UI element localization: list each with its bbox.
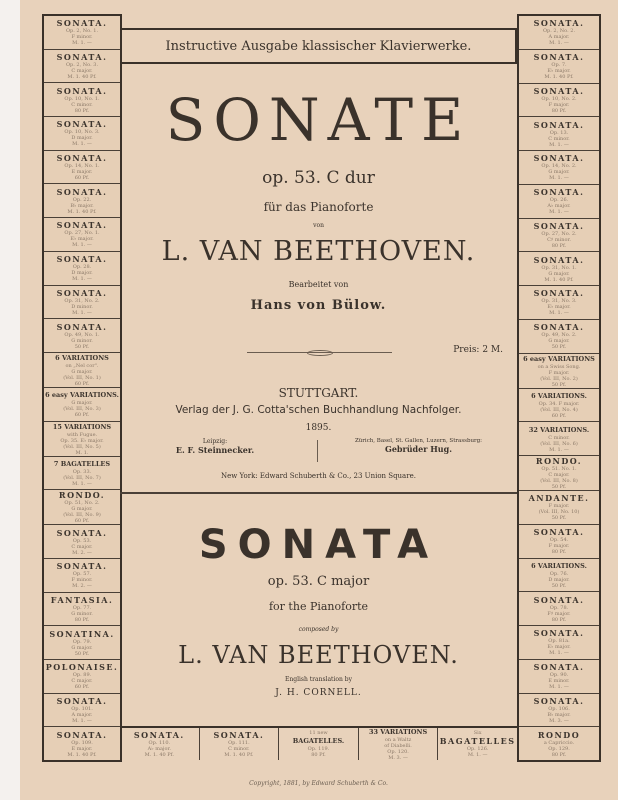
entry-detail: Op. 10, No. 2.: [541, 95, 577, 102]
catalog-entry: [519, 286, 599, 320]
entry-title: 32 VARIATIONS.: [528, 425, 590, 434]
entry-detail: M. 1. —: [549, 40, 569, 47]
entry-detail: C major.: [548, 472, 570, 478]
publisher-city: STUTTGART.: [278, 386, 359, 400]
entry-detail: Op. 110.: [148, 740, 171, 746]
catalog-entry: [438, 728, 517, 760]
entry-detail: F major.: [548, 503, 570, 510]
entry-detail: G minor.: [71, 610, 93, 617]
english-opus: op. 53. C major: [267, 574, 370, 589]
catalog-entry: [44, 457, 120, 491]
entry-detail: Op. 33.: [72, 468, 92, 475]
entry-title: SONATA.: [56, 287, 108, 298]
entry-title: 6 VARIATIONS.: [531, 561, 587, 570]
catalog-entry: [519, 252, 599, 286]
entry-detail: Op. 35. E♭ major.: [60, 437, 104, 444]
catalog-entry: [519, 525, 599, 559]
entry-detail: Op. 10, No. 1.: [64, 95, 100, 102]
entry-detail: (Vol. III, No. 9): [63, 512, 101, 519]
swiss-agent: [320, 438, 517, 454]
entry-detail: Op. 31, No. 3.: [541, 298, 577, 305]
catalog-entry: [44, 83, 120, 117]
entry-detail: Op. 31, No. 2.: [64, 297, 100, 304]
entry-detail: C♯ minor.: [547, 236, 571, 243]
entry-detail: Op. 90.: [549, 672, 569, 679]
entry-detail: on a Waltz: [384, 737, 412, 743]
right-catalog-column: [517, 14, 601, 762]
entry-detail: 80 Pf.: [551, 616, 567, 623]
entry-detail: M. 1. 40 Pf.: [67, 208, 97, 215]
entry-detail: on „Nel cor".: [65, 362, 99, 369]
entry-detail: (Vol. III, No. 4): [540, 406, 578, 413]
entry-detail: G minor.: [71, 337, 93, 344]
catalog-entry: [44, 660, 120, 694]
catalog-entry: [519, 727, 599, 760]
entry-detail: Op. 119.: [307, 746, 330, 752]
catalog-entry: [44, 694, 120, 728]
entry-detail: with Fugue.: [66, 431, 98, 438]
entry-detail: M. 1. 40 Pf.: [144, 752, 174, 758]
entry-detail: a Capriccio.: [543, 739, 575, 746]
entry-detail: M. 1. —: [549, 175, 569, 182]
entry-detail: Op. 79.: [72, 638, 92, 645]
entry-detail: G major.: [71, 400, 93, 407]
entry-detail: (Vol. III, No. 8): [540, 478, 578, 484]
english-instrument: for the Pianoforte: [268, 600, 369, 613]
entry-detail: Op. 77.: [72, 604, 92, 611]
entry-title: SONATINA.: [49, 628, 115, 639]
catalog-entry: [519, 626, 599, 660]
editor-name: Hans von Bülow.: [250, 298, 387, 313]
title-page: [20, 0, 618, 800]
entry-detail: 80 Pf.: [551, 549, 567, 556]
entry-detail: G major.: [71, 506, 93, 513]
entry-detail: M. 1. —: [549, 310, 569, 317]
entry-detail: (Vol. III, No. 10): [538, 509, 580, 516]
entry-title: 6 easy VARIATIONS: [523, 354, 595, 363]
entry-detail: A major.: [548, 34, 570, 41]
catalog-entry: [44, 117, 120, 151]
entry-title: RONDO.: [58, 490, 106, 501]
leipzig-label: Leipzig:: [202, 438, 228, 445]
entry-detail: Op. 14, No. 2.: [541, 163, 577, 170]
entry-detail: G major.: [548, 169, 570, 176]
entry-detail: F minor.: [71, 34, 93, 41]
entry-detail: 80 Pf.: [551, 242, 567, 249]
entry-detail: C major.: [71, 68, 93, 75]
publisher-name: Verlag der J. G. Cotta'schen Buchhandlung Nachfolger.: [175, 404, 462, 416]
entry-detail: Op. 109.: [71, 739, 93, 746]
catalog-entry: [44, 490, 120, 525]
entry-title: BAGATELLES.: [292, 737, 345, 745]
entry-title: SONATA.: [56, 85, 108, 96]
agent-divider: [317, 440, 318, 462]
entry-detail: (Vol. III, No. 6): [540, 440, 578, 447]
entry-detail: M. 3. —: [388, 755, 408, 761]
entry-detail: M. 1. —: [467, 752, 488, 758]
entry-prefix: 11 new: [309, 730, 328, 736]
catalog-entry: [44, 151, 120, 185]
entry-detail: C minor.: [548, 135, 570, 142]
entry-detail: B♭ major.: [547, 711, 571, 718]
entry-detail: E♭ major.: [547, 304, 571, 311]
entry-title: SONATA.: [533, 153, 585, 164]
entry-detail: Op. 53.: [72, 537, 92, 544]
leipzig-name: E. F. Steinnecker.: [175, 445, 255, 455]
entry-detail: M. 1. 40 Pf.: [67, 751, 97, 758]
catalog-entry: [44, 286, 120, 320]
entry-detail: 50 Pf.: [551, 582, 567, 589]
catalog-entry: [519, 456, 599, 491]
entry-detail: 60 Pf.: [74, 380, 90, 387]
entry-detail: M. 1. 40 Pf.: [224, 752, 254, 758]
entry-detail: F minor.: [71, 577, 93, 584]
catalog-entry: [519, 592, 599, 626]
entry-detail: D major.: [548, 576, 570, 583]
entry-detail: M. 1. —: [72, 718, 92, 725]
entry-detail: M. 1. —: [549, 141, 569, 148]
entry-detail: M. 1. —: [549, 446, 569, 453]
entry-detail: D minor.: [71, 303, 93, 310]
entry-detail: Op. 126.: [466, 746, 489, 752]
catalog-entry: [519, 354, 599, 389]
edited-by-label: Bearbeitet von: [288, 280, 349, 289]
entry-detail: E minor.: [548, 678, 570, 685]
entry-detail: C minor.: [71, 101, 93, 108]
entry-detail: on a Swiss Song.: [537, 363, 581, 370]
entry-detail: M. 1. —: [72, 141, 92, 148]
translator-name: J. H. CORNELL.: [275, 688, 362, 698]
entry-detail: D major.: [71, 135, 93, 142]
entry-detail: 80 Pf.: [311, 752, 326, 758]
entry-detail: M. 1. —: [72, 40, 92, 47]
entry-detail: G major.: [548, 338, 570, 345]
entry-detail: Op. 51, No. 2.: [64, 500, 100, 507]
entry-title: SONATA.: [56, 729, 108, 740]
entry-detail: Op. 101.: [71, 706, 93, 713]
entry-title: SONATA.: [56, 527, 108, 538]
catalog-entry: [359, 728, 439, 760]
entry-title: SONATA.: [56, 153, 108, 164]
entry-detail: Op. 28.: [72, 264, 92, 271]
entry-title: SONATA.: [533, 254, 585, 265]
entry-detail: 50 Pf.: [74, 343, 90, 350]
entry-detail: (Vol. III, No. 3): [63, 406, 101, 413]
entry-detail: Op. 106.: [548, 705, 570, 712]
entry-title: 6 easy VARIATIONS.: [45, 391, 119, 400]
entry-title: SONATA.: [533, 52, 585, 63]
entry-title: SONATA.: [56, 18, 108, 29]
entry-detail: D major.: [71, 270, 93, 277]
entry-detail: M. 3. —: [549, 717, 569, 724]
entry-detail: A♭ major.: [147, 746, 171, 752]
entry-title: SONATA.: [56, 254, 108, 265]
entry-detail: C minor.: [228, 746, 250, 752]
english-composer: L. VAN BEETHOVEN.: [178, 641, 459, 669]
entry-detail: G major.: [71, 644, 93, 651]
entry-title: SONATA.: [56, 119, 108, 130]
series-header: Instructive Ausgabe klassischer Klavierwerke.: [120, 28, 517, 64]
entry-detail: F major.: [548, 101, 570, 108]
entry-title: SONATA.: [533, 527, 585, 538]
catalog-entry: [519, 84, 599, 118]
entry-detail: 60 Pf.: [74, 684, 90, 691]
entry-detail: M. 1. 40 Pf.: [544, 276, 574, 283]
entry-detail: Op. 7.: [551, 62, 567, 69]
entry-detail: M. 1. —: [72, 276, 92, 283]
entry-detail: (Vol. III, No. 7): [63, 474, 101, 481]
catalog-entry: [44, 388, 120, 422]
catalog-entry: [44, 353, 120, 388]
entry-title: SONATA.: [533, 85, 585, 96]
catalog-entry: [519, 559, 599, 593]
entry-detail: G major.: [71, 368, 93, 375]
catalog-entry: [519, 694, 599, 728]
entry-detail: Op. 129.: [548, 745, 570, 752]
entry-detail: C minor.: [548, 434, 570, 441]
swiss-label: Zürich, Basel, St. Gallen, Luzern, Strassburg:: [354, 438, 483, 444]
entry-title: SONATA.: [133, 730, 185, 740]
entry-title: SONATA.: [533, 695, 585, 706]
entry-detail: E♭ major.: [547, 68, 571, 75]
entry-detail: M. 1. 40 Pf.: [67, 74, 97, 81]
entry-detail: E♭ major.: [70, 236, 94, 243]
entry-detail: (Vol. III, No. 5): [63, 443, 101, 450]
price: Preis: 2 M.: [453, 345, 503, 355]
entry-detail: Op. 49, No. 1.: [64, 331, 100, 338]
entry-detail: A major.: [71, 712, 93, 719]
catalog-entry: [519, 320, 599, 354]
catalog-entry: [44, 559, 120, 593]
catalog-entry: [519, 219, 599, 253]
catalog-entry: [44, 593, 120, 627]
entry-detail: M. 1. —: [549, 684, 569, 691]
catalog-entry: [44, 727, 120, 760]
entry-detail: M. 1. 40 Pf.: [544, 74, 574, 81]
entry-detail: M. 1. —: [549, 209, 569, 216]
entry-detail: M. 2. —: [72, 549, 92, 556]
catalog-entry: [44, 525, 120, 559]
entry-detail: 60 Pf.: [551, 412, 567, 419]
entry-detail: F♯ major.: [547, 610, 571, 617]
entry-title: SONATA.: [56, 696, 108, 707]
entry-detail: Op. 22.: [72, 196, 92, 203]
entry-detail: 80 Pf.: [551, 107, 567, 114]
german-von: von: [313, 222, 324, 229]
entry-title: 7 BAGATELLES: [53, 459, 111, 468]
entry-detail: 50 Pf.: [551, 381, 567, 388]
entry-detail: F major.: [548, 369, 570, 376]
entry-detail: M. 1. —: [72, 480, 92, 487]
catalog-entry: [44, 16, 120, 50]
entry-title: RONDO: [537, 729, 581, 740]
entry-detail: Op. 57.: [72, 571, 92, 578]
entry-detail: Op. 13.: [549, 129, 569, 136]
entry-detail: Op. 76.: [549, 570, 569, 577]
catalog-entry: [120, 728, 200, 760]
entry-title: SONATA.: [56, 220, 108, 231]
entry-detail: C major.: [71, 543, 93, 550]
entry-title: SONATA.: [56, 321, 108, 332]
entry-title: SONATA.: [56, 561, 108, 572]
entry-detail: Op. 2, No. 2.: [542, 28, 576, 35]
entry-detail: (Vol. III, No. 2): [540, 375, 578, 382]
entry-title: 15 VARIATIONS: [52, 422, 112, 431]
catalog-entry: [44, 252, 120, 286]
entry-detail: 60 Pf.: [74, 518, 90, 525]
entry-detail: 80 Pf.: [74, 107, 90, 114]
entry-detail: Op. 111.: [228, 740, 250, 746]
entry-title: SONATA.: [533, 628, 585, 639]
entry-title: SONATA.: [533, 662, 585, 673]
catalog-entry: [279, 728, 359, 760]
entry-detail: Op. 27, No. 1.: [64, 230, 100, 237]
entry-detail: C major.: [71, 678, 93, 685]
entry-detail: E major.: [71, 169, 93, 176]
entry-title: 33 VARIATIONS: [368, 728, 428, 736]
newyork-agent: New York: Edward Schuberth & Co., 23 Union Square.: [221, 472, 416, 480]
entry-detail: F major.: [548, 543, 570, 550]
catalog-entry: [519, 151, 599, 185]
entry-detail: B♭ major.: [70, 202, 94, 209]
entry-title: SONATA.: [213, 730, 265, 740]
left-catalog-column: [42, 14, 122, 762]
copyright-notice: Copyright, 1881, by Edward Schuberth & Co.: [249, 780, 388, 787]
catalog-entry: [519, 50, 599, 84]
entry-title: POLONAISE.: [45, 662, 119, 673]
catalog-entry: [519, 117, 599, 151]
entry-detail: E♭ major.: [547, 644, 571, 651]
entry-detail: 50 Pf.: [74, 650, 90, 657]
entry-detail: Op. 89.: [72, 672, 92, 679]
entry-detail: 50 Pf.: [551, 515, 567, 522]
catalog-entry: [519, 660, 599, 694]
entry-title: SONATA.: [533, 119, 585, 130]
entry-detail: Op. 2, No. 3.: [65, 62, 99, 69]
german-composer: L. VAN BEETHOVEN.: [161, 236, 476, 267]
entry-detail: of Diabelli.: [384, 743, 412, 749]
ornament-divider: [247, 352, 392, 353]
entry-title: SONATA.: [533, 187, 585, 198]
entry-detail: Op. 14, No. 1.: [64, 163, 100, 170]
catalog-entry: [519, 491, 599, 525]
entry-title: FANTASIA.: [50, 594, 114, 605]
entry-detail: Op. 78.: [549, 604, 569, 611]
composed-by-label: composed by: [298, 626, 339, 633]
german-title: SONATE: [165, 86, 472, 154]
english-title: SONATA: [198, 522, 439, 568]
publication-year: 1895.: [305, 423, 332, 433]
entry-title: RONDO.: [535, 456, 583, 466]
entry-prefix: Six: [473, 730, 482, 736]
catalog-entry: [519, 389, 599, 423]
entry-title: 6 VARIATIONS.: [531, 391, 587, 400]
entry-detail: Op. 49, No. 2.: [541, 332, 577, 339]
entry-detail: Op. 81a.: [548, 638, 570, 645]
catalog-entry: [44, 626, 120, 660]
catalog-entry: [519, 185, 599, 219]
entry-detail: (Vol. III, No. 1): [63, 374, 101, 381]
entry-detail: 80 Pf.: [74, 616, 90, 623]
entry-detail: Op. 2, No. 1.: [65, 28, 99, 35]
entry-detail: 60 Pf.: [74, 412, 90, 419]
entry-detail: 80 Pf.: [551, 751, 567, 758]
entry-detail: 60 Pf.: [74, 175, 90, 182]
entry-detail: 50 Pf.: [551, 484, 567, 490]
translation-label: English translation by: [284, 676, 352, 683]
section-divider: [120, 492, 517, 494]
catalog-entry: [519, 422, 599, 456]
entry-title: SONATA.: [56, 186, 108, 197]
catalog-entry: [200, 728, 280, 760]
leipzig-agent: [120, 438, 310, 455]
entry-detail: G major.: [548, 270, 570, 277]
entry-detail: Op. 54.: [549, 537, 569, 544]
catalog-entry: [44, 218, 120, 252]
entry-detail: M. 1. —: [72, 309, 92, 316]
entry-title: SONATA.: [533, 220, 585, 231]
catalog-entry: [44, 184, 120, 218]
entry-detail: Op. 27, No. 2.: [541, 230, 577, 237]
entry-detail: M. 1. —: [72, 242, 92, 249]
entry-title: SONATA.: [533, 322, 585, 333]
catalog-entry: [519, 16, 599, 50]
german-instrument: für das Pianoforte: [263, 200, 374, 214]
catalog-entry: [44, 422, 120, 457]
entry-detail: Op. 51. No. 1.: [541, 466, 577, 472]
entry-title: SONATA.: [533, 18, 585, 29]
entry-detail: Op. 34. F major.: [538, 400, 580, 407]
entry-detail: E major.: [71, 745, 93, 752]
entry-title: SONATA.: [533, 594, 585, 605]
title-area: [120, 0, 517, 800]
entry-detail: M. 1.: [75, 449, 89, 456]
entry-detail: Op. 120.: [387, 749, 409, 755]
entry-detail: M. 2. —: [72, 583, 92, 590]
entry-title: 6 VARIATIONS: [55, 353, 109, 362]
entry-detail: 50 Pf.: [551, 344, 567, 351]
german-opus: op. 53. C dur: [262, 168, 375, 188]
entry-detail: M. 1. —: [549, 650, 569, 657]
entry-detail: A♭ major.: [547, 203, 571, 210]
entry-title: ANDANTE.: [528, 493, 590, 504]
entry-title: SONATA.: [533, 288, 585, 299]
catalog-entry: [44, 50, 120, 84]
catalog-entry: [44, 319, 120, 353]
swiss-name: Gebrüder Hug.: [385, 444, 452, 454]
entry-detail: Op. 31, No. 1.: [541, 264, 577, 271]
entry-detail: Op. 26.: [549, 197, 569, 204]
entry-title: SONATA.: [56, 52, 108, 63]
entry-title: BAGATELLES: [439, 736, 516, 746]
entry-detail: Op. 10, No. 3.: [64, 129, 100, 136]
bottom-catalog-row: [120, 726, 517, 760]
